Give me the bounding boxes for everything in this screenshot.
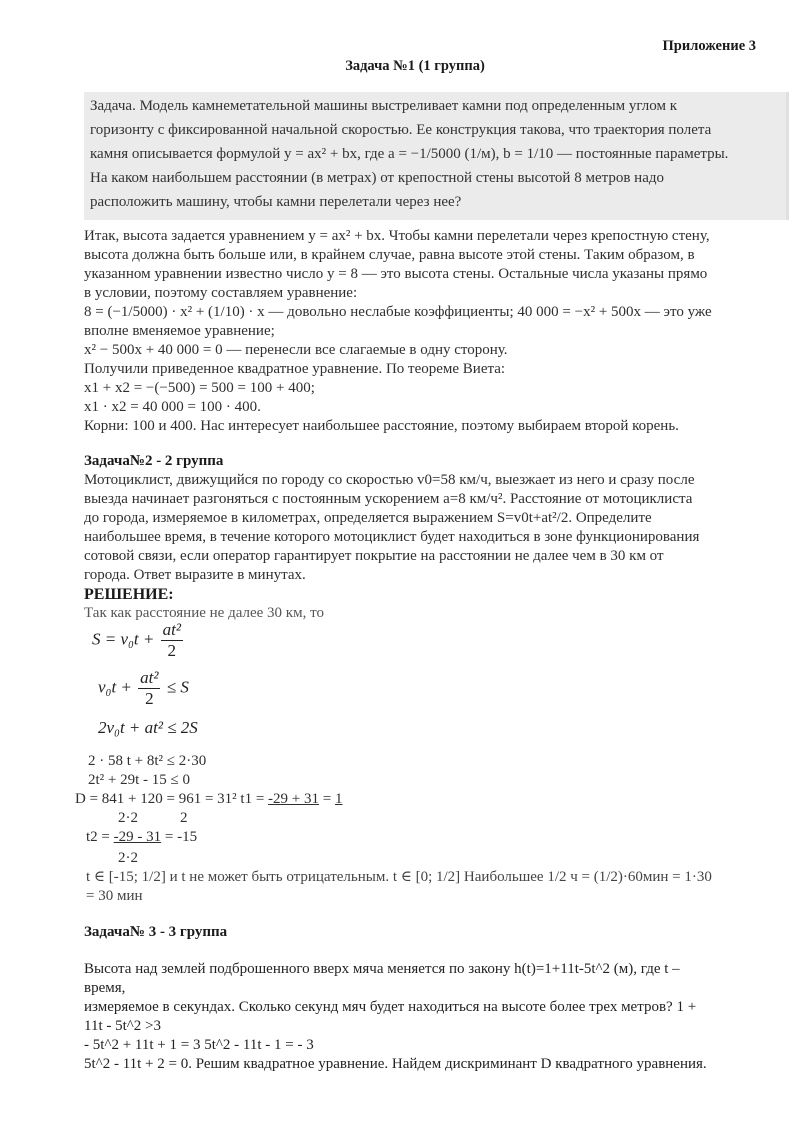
task1-problem-line: горизонту с фиксированной начальной скоростью. Ее конструкция такова, что траектория полета bbox=[90, 122, 712, 138]
t2-line bbox=[86, 828, 197, 847]
task2-title: Задача№2 - 2 группа bbox=[84, 453, 224, 469]
formula-lhs: S = v₀t + bbox=[92, 629, 155, 649]
task1-problem-line: Задача. Модель камнеметательной машины выстреливает камни под определенным углом к bbox=[90, 98, 677, 114]
t1-result-denominator: 2 bbox=[180, 810, 188, 826]
fraction bbox=[138, 668, 160, 709]
task2-problem-line: наибольшее время, в течение которого мотоциклист будет находиться в зоне функционирования bbox=[84, 529, 700, 545]
calc-line: 2t² + 29t - 15 ≤ 0 bbox=[88, 772, 191, 788]
t2-result: = -15 bbox=[161, 829, 198, 845]
denominator: 2 bbox=[167, 641, 177, 660]
formula-distance bbox=[92, 620, 185, 661]
fraction bbox=[161, 620, 183, 661]
task1-solution-line: в условии, поэтому составляем уравнение: bbox=[84, 285, 358, 301]
task1-problem-line: расположить машину, чтобы камни перелетали через нее? bbox=[90, 194, 462, 210]
task1-solution-line: вполне вменяемое уравнение; bbox=[84, 323, 275, 339]
task3-line: 5t^2 - 11t + 2 = 0. Решим квадратное уравнение. Найдем дискриминант D квадратного уравнения. bbox=[84, 1056, 707, 1072]
task1-title: Задача №1 (1 группа) bbox=[345, 58, 485, 74]
t1-denominator: 2·2 bbox=[118, 810, 138, 826]
task1-solution-line: Корни: 100 и 400. Нас интересует наибольшее расстояние, поэтому выбираем второй корень. bbox=[84, 418, 679, 434]
task1-solution-line: x1 + x2 = −(−500) = 500 = 100 + 400; bbox=[84, 380, 315, 396]
denominator: 2 bbox=[145, 689, 154, 708]
t2-denominator: 2·2 bbox=[118, 850, 138, 866]
t2-numerator: -29 - 31 bbox=[113, 829, 162, 845]
formula-inequality bbox=[98, 668, 189, 709]
conclusion-line: t ∈ [-15; 1/2] и t не может быть отрицательным. t ∈ [0; 1/2] Наибольшее 1/2 ч = (1/2)·60мин = 1·30 bbox=[86, 869, 712, 885]
task3-title: Задача№ 3 - 3 группа bbox=[84, 924, 228, 940]
task3-line: 11t - 5t^2 >3 bbox=[84, 1018, 162, 1034]
task2-problem-line: выезда начинает разгоняться с постоянным ускорением a=8 км/ч². Расстояние от мотоциклиста bbox=[84, 491, 693, 507]
task1-solution-line: Итак, высота задается уравнением y = ax² + bx. Чтобы камни перелетали через крепостную стену, bbox=[84, 228, 710, 244]
task2-problem-line: города. Ответ выразите в минутах. bbox=[84, 567, 306, 583]
conclusion-line: = 30 мин bbox=[86, 888, 143, 904]
solution-intro: Так как расстояние не далее 30 км, то bbox=[84, 605, 324, 621]
task3-line: время, bbox=[84, 980, 126, 996]
discriminant-text: D = 841 + 120 = 961 = 31² t1 = bbox=[75, 791, 269, 807]
discriminant-line bbox=[75, 790, 342, 809]
formula-lhs: v₀t + bbox=[98, 677, 132, 697]
task1-problem-line: На каком наибольшем расстоянии (в метрах) от крепостной стены высотой 8 метров надо bbox=[90, 170, 664, 186]
t1-result: 1 bbox=[334, 791, 343, 807]
task3-line: - 5t^2 + 11t + 1 = 3 5t^2 - 11t - 1 = - 3 bbox=[84, 1037, 314, 1053]
t1-numerator: -29 + 31 bbox=[268, 791, 320, 807]
formula-doubled: 2v₀t + at² ≤ 2S bbox=[98, 718, 198, 737]
task1-problem-line: камня описывается формулой y = ax² + bx, где a = −1/5000 (1/м), b = 1/10 — постоянные параметры. bbox=[90, 146, 729, 162]
t2-text: t2 = bbox=[86, 829, 114, 845]
numerator: at² bbox=[162, 620, 181, 639]
equals: = bbox=[319, 791, 335, 807]
numerator: at² bbox=[140, 668, 159, 687]
task2-problem-line: сотовой связи, если оператор гарантирует покрытие на расстоянии не далее чем в 30 км от bbox=[84, 548, 664, 564]
formula-rhs: ≤ S bbox=[166, 677, 189, 697]
solution-heading: РЕШЕНИЕ: bbox=[84, 586, 174, 603]
task1-problem-box bbox=[84, 92, 789, 220]
task1-solution-line: высота должна быть больше или, в крайнем случае, равна высоте этой стены. Таким образом, в bbox=[84, 247, 695, 263]
calc-line: 2 · 58 t + 8t² ≤ 2·30 bbox=[88, 753, 207, 769]
appendix-label: Приложение 3 bbox=[662, 38, 756, 54]
task1-solution-line: x1 · x2 = 40 000 = 100 · 400. bbox=[84, 399, 261, 415]
task1-solution-line: 8 = (−1/5000) · x² + (1/10) · x — довольно неслабые коэффициенты; 40 000 = −x² + 500x — это уже bbox=[84, 304, 712, 320]
task3-line: измеряемое в секундах. Сколько секунд мяч будет находиться на высоте более трех метров? 1 + bbox=[84, 999, 697, 1015]
task2-problem-line: Мотоциклист, движущийся по городу со скоростью v0=58 км/ч, выезжает из него и сразу после bbox=[84, 472, 695, 488]
task1-solution-line: x² − 500x + 40 000 = 0 — перенесли все слагаемые в одну сторону. bbox=[84, 342, 508, 358]
task1-solution-line: Получили приведенное квадратное уравнение. По теореме Виета: bbox=[84, 361, 506, 377]
task2-problem-line: до города, измеряемое в километрах, определяется выражением S=v0t+at²/2. Определите bbox=[84, 510, 652, 526]
task3-line: Высота над землей подброшенного вверх мяча меняется по закону h(t)=1+11t-5t^2 (м), где t – bbox=[84, 961, 680, 977]
task1-solution-line: указанном уравнении известно число y = 8 — это высота стены. Остальные числа указаны прямо bbox=[84, 266, 708, 282]
